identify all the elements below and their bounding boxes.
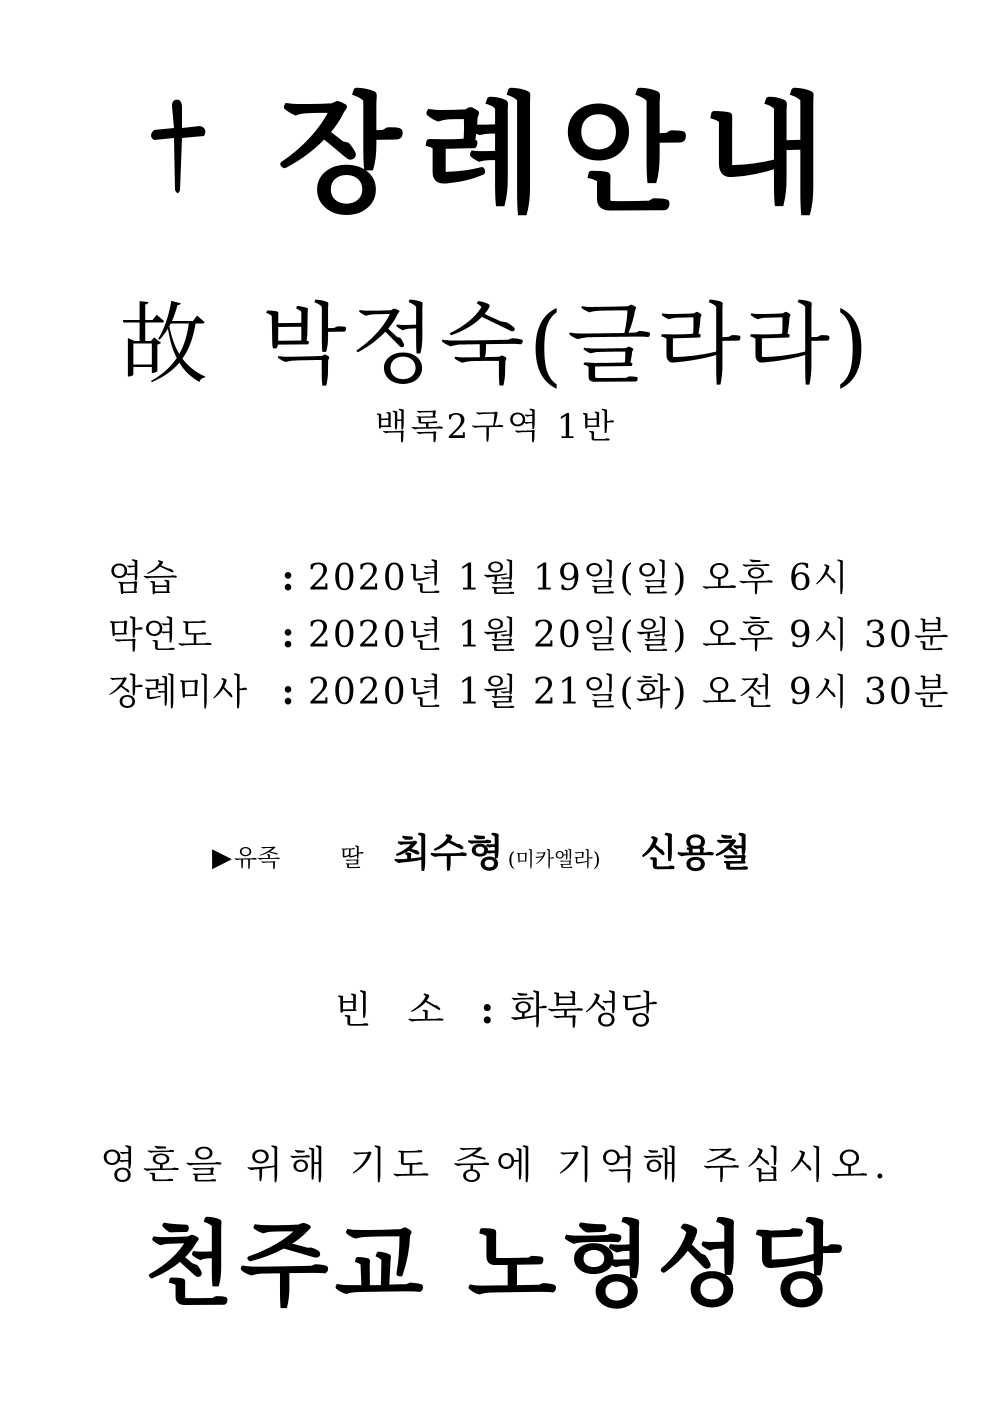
schedule-value: 2020년 1월 19일(일) 오후 6시 — [308, 558, 851, 599]
triangle-marker-icon: ▶ — [212, 843, 232, 873]
schedule-colon: : — [281, 671, 295, 713]
schedule-row-funeral-mass — [108, 664, 951, 721]
bereaved-family — [212, 828, 751, 884]
binso-line — [0, 985, 992, 1035]
prayer-request: 영혼을 위해 기도 중에 기억해 주십시오. — [100, 1143, 892, 1187]
family-relation: 딸 — [340, 844, 364, 872]
cross-icon — [148, 98, 208, 198]
deceased-name-line — [0, 290, 992, 400]
schedule-row-vigil — [108, 607, 951, 664]
family-member-1-baptismal: (미카엘라) — [507, 847, 601, 871]
schedule-colon: : — [281, 557, 295, 599]
schedule-value: 2020년 1월 21일(화) 오전 9시 30분 — [308, 672, 951, 713]
page-title — [0, 80, 992, 230]
family-member-1: 최수형 — [393, 830, 504, 875]
title-text: 장례안내 — [277, 80, 845, 230]
schedule-row-yeomseup — [108, 550, 951, 607]
deceased-name: 박정숙(글라라) — [261, 293, 873, 396]
schedule-colon: : — [281, 614, 295, 656]
family-heading: 유족 — [234, 844, 281, 872]
schedule-label: 염습 — [108, 558, 178, 599]
district: 백록2구역 1반 — [374, 407, 618, 447]
binso-label: 빈소 — [334, 988, 481, 1032]
schedule-label: 장례미사 — [108, 672, 248, 713]
schedule-label: 막연도 — [108, 615, 213, 656]
family-member-2: 신용철 — [640, 830, 751, 875]
schedule — [108, 550, 951, 721]
schedule-value: 2020년 1월 20일(월) 오후 9시 30분 — [308, 615, 951, 656]
binso-value: 화북성당 — [510, 988, 658, 1032]
church-name: 천주교 노형성당 — [144, 1211, 848, 1319]
deceased-prefix: 故 — [119, 293, 212, 396]
binso-colon: : — [480, 987, 495, 1032]
